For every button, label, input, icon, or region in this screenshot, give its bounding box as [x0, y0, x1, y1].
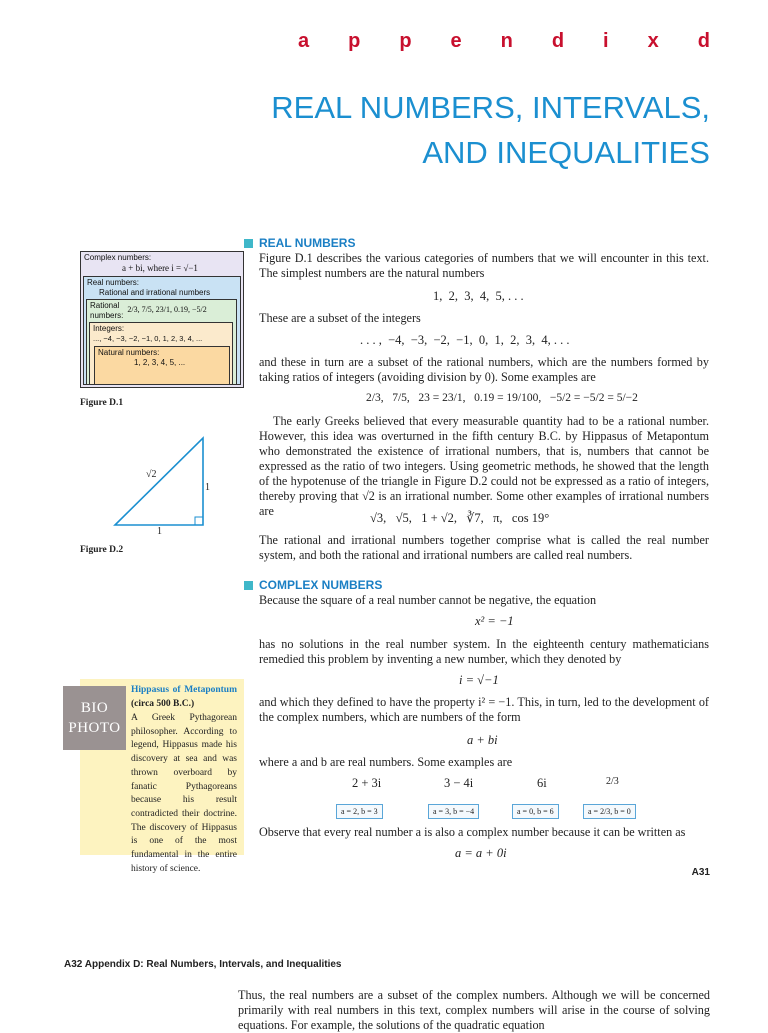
- complex-form: a + bi, where i = √−1: [122, 263, 198, 273]
- real-sub: Rational and irrational numbers: [99, 288, 211, 297]
- right-angle-mark: [195, 517, 203, 525]
- appendix-letter: e: [450, 30, 462, 52]
- section-marker: [244, 581, 253, 590]
- paragraph: The early Greeks believed that every measurable quantity had to be a rational number. However, this idea was overturned in the fifth century B.C. by Hippasus of Metapontum who demonstrated the existence of irrational numbers, that is, numbers that cannot be expressed as the ratio of two integers. Using geometric methods, he showed that the length of the hypotenuse of the triangle in Figure D.2 could not be expressed as a ratio of integers, thereby proving that √2 is an irrational number. Some other examples of irrational numbers are: [259, 414, 709, 518]
- bio-photo-placeholder: [63, 686, 126, 750]
- equation: x² = −1: [475, 614, 514, 628]
- section-heading-text: REAL NUMBERS: [259, 236, 356, 250]
- appendix-letter: p: [348, 30, 361, 52]
- page-title-line1: REAL NUMBERS, INTERVALS,: [271, 90, 710, 125]
- next-page-paragraph: Thus, the real numbers are a subset of the complex numbers. Although we will be concerned primarily with real numbers in this text, complex numbers will arise in the course of solving equations. For example, the solutions of the quadratic equation: [238, 988, 710, 1032]
- bio-text: A Greek Pythagorean philosopher. According to legend, Hippasus made his discovery at sea and was thrown overboard by fanatic Pythagoreans because his result contradicted their doctrine. The discovery of Hippasus is one of the most fundamental in the entire history of science.: [131, 713, 237, 874]
- rational-examples-list: 2/3, 7/5, 23 = 23/1, 0.19 = 19/100, −5/2 = −5/2 = 5/−2: [366, 392, 638, 404]
- example-parameter-box: a = 0, b = 6: [512, 804, 559, 819]
- complex-example: 2/3: [606, 776, 619, 787]
- paragraph: Because the square of a real number cannot be negative, the equation: [259, 593, 597, 607]
- bio-photo-line: PHOTO: [68, 720, 121, 736]
- appendix-label: [298, 30, 710, 53]
- appendix-letter: d: [697, 30, 710, 52]
- paragraph: and which they defined to have the property i² = −1. This, in turn, led to the development of the complex numbers, which are numbers of the form: [259, 695, 709, 724]
- hypotenuse-label: √2: [146, 469, 157, 480]
- rational-examples: 2/3, 7/5, 23/1, 0.19, −5/2: [127, 305, 207, 314]
- bio-name: Hippasus of Metapontum: [131, 685, 237, 695]
- paragraph: Observe that every real number a is also a complex number because it can be written as: [259, 825, 686, 839]
- complex-label: Complex numbers:: [84, 253, 152, 262]
- irrational-examples-list: √3, √5, 1 + √2, ∛7, π, cos 19°: [370, 511, 550, 525]
- paragraph: These are a subset of the integers: [259, 311, 421, 325]
- page-number: A31: [691, 867, 710, 878]
- complex-example: 6i: [537, 776, 547, 790]
- example-parameter-box: a = 3, b = −4: [428, 804, 479, 819]
- bio-photo-line: BIO: [80, 700, 109, 716]
- paragraph: and these in turn are a subset of the rational numbers, which are the numbers formed by taking ratios of integers (avoiding division by 0). Some examples are: [259, 355, 709, 384]
- equation: i = √−1: [459, 673, 499, 687]
- appendix-letter: a: [298, 30, 310, 52]
- complex-example: 2 + 3i: [352, 776, 382, 790]
- paragraph: where a and b are real numbers. Some examples are: [259, 755, 513, 769]
- side-label: 1: [205, 482, 210, 493]
- natural-examples: 1, 2, 3, 4, 5, ...: [134, 358, 186, 367]
- complex-example: 3 − 4i: [444, 776, 474, 790]
- natural-numbers-list: 1, 2, 3, 4, 5, . . .: [433, 289, 524, 303]
- example-parameter-box: a = 2, b = 3: [336, 804, 383, 819]
- figure-d2-caption: Figure D.2: [80, 545, 124, 555]
- running-head: A32 Appendix D: Real Numbers, Intervals, and Inequalities: [64, 959, 342, 970]
- paragraph: The rational and irrational numbers together comprise what is called the real number system, and both the rational and irrational numbers are called real numbers.: [259, 533, 709, 562]
- rational-label2: numbers:: [90, 311, 124, 320]
- natural-numbers-box: [94, 346, 230, 385]
- section-marker: [244, 239, 253, 248]
- equation: a + bi: [467, 733, 498, 747]
- section-heading-real-numbers: [244, 236, 355, 250]
- appendix-letter: i: [603, 30, 609, 52]
- figure-d2-triangle: [110, 432, 220, 532]
- paragraph: has no solutions in the real number system. In the eighteenth century mathematicians remedied this problem by inventing a new number, which they denoted by: [259, 637, 709, 666]
- integers-examples: ..., −4, −3, −2, −1, 0, 1, 2, 3, 4, ...: [93, 334, 203, 343]
- base-label: 1: [157, 526, 162, 537]
- integers-list: . . . , −4, −3, −2, −1, 0, 1, 2, 3, 4, . . .: [360, 333, 570, 347]
- figure-d1-caption: Figure D.1: [80, 398, 124, 408]
- appendix-letter: p: [399, 30, 412, 52]
- bio-dates: (circa 500 B.C.): [131, 698, 195, 709]
- rational-label: Rational: [90, 301, 120, 310]
- bio-text-top: [131, 684, 237, 711]
- appendix-letter: n: [500, 30, 513, 52]
- natural-label: Natural numbers:: [98, 348, 160, 357]
- section-heading-text: COMPLEX NUMBERS: [259, 578, 383, 592]
- real-label: Real numbers:: [87, 278, 140, 287]
- integers-label: Integers:: [93, 324, 125, 333]
- page-title-line2: AND INEQUALITIES: [422, 135, 710, 170]
- section-heading-complex-numbers: [244, 578, 382, 592]
- triangle-shape: [115, 438, 203, 525]
- paragraph: Figure D.1 describes the various categories of numbers that we will encounter in this text. The simplest numbers are the natural numbers: [259, 251, 709, 280]
- appendix-letter: d: [551, 30, 565, 52]
- example-parameter-box: a = 2/3, b = 0: [583, 804, 636, 819]
- equation: a = a + 0i: [455, 846, 507, 860]
- appendix-letter: x: [647, 30, 659, 52]
